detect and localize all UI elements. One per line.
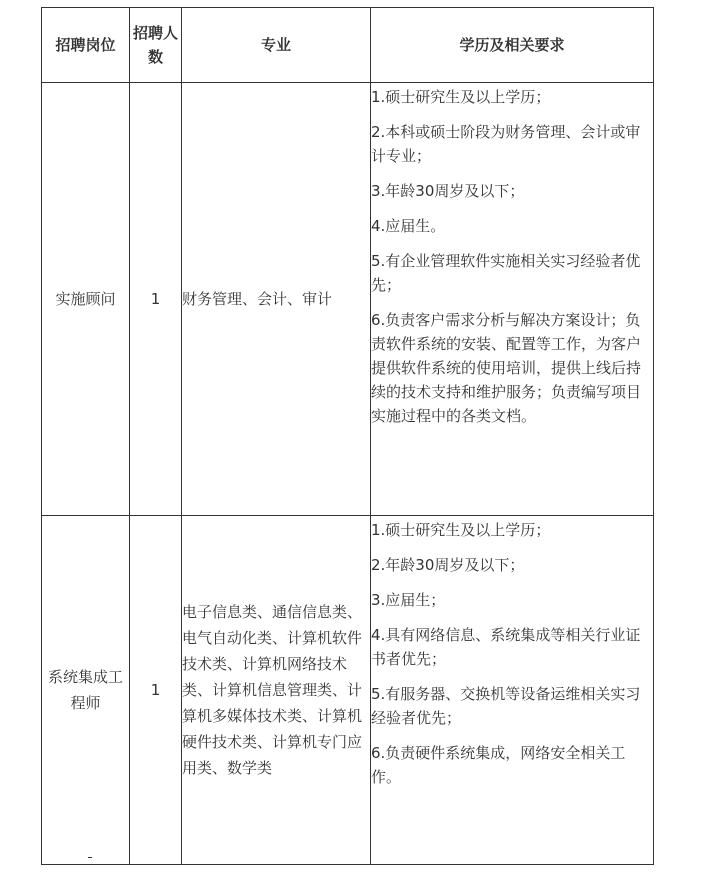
header-count: 招聘人数 — [130, 8, 182, 83]
requirement-item: 1.硕士研究生及以上学历； — [371, 521, 551, 539]
position-cell: 系统集成工程师 — [42, 516, 130, 865]
header-position: 招聘岗位 — [42, 8, 130, 83]
requirement-item: 4.应届生。 — [371, 217, 446, 235]
count-cell: 1 — [130, 516, 182, 865]
requirement-item: 2.年龄30周岁及以下； — [371, 556, 525, 574]
requirement-item: 2.本科或硕士阶段为财务管理、会计或审计专业； — [371, 123, 641, 165]
recruitment-table — [41, 7, 654, 865]
requirement-item: 1.硕士研究生及以上学历； — [371, 88, 551, 106]
table-row — [42, 516, 654, 865]
major-cell: 电子信息类、通信信息类、电气自动化类、计算机软件技术类、计算机网络技术类、计算机信息管理类、计算机多媒体技术类、计算机硬件技术类、计算机专门应用类、数学类 — [182, 516, 371, 865]
requirement-item: 4.具有网络信息、系统集成等相关行业证书者优先； — [371, 626, 641, 668]
requirement-item: 3.应届生； — [371, 591, 446, 609]
header-requirements: 学历及相关要求 — [371, 8, 654, 83]
requirements-cell — [371, 516, 654, 865]
table-header-row — [42, 8, 654, 83]
requirement-item: 3.年龄30周岁及以下； — [371, 182, 525, 200]
requirement-item: 6.负责硬件系统集成，网络安全相关工作。 — [371, 744, 626, 786]
major-cell: 财务管理、会计、审计 — [182, 83, 371, 516]
requirements-cell — [371, 83, 654, 516]
count-cell: 1 — [130, 83, 182, 516]
position-cell: 实施顾问 — [42, 83, 130, 516]
header-major: 专业 — [182, 8, 371, 83]
requirement-item: 5.有服务器、交换机等设备运维相关实习经验者优先； — [371, 685, 641, 727]
requirement-item: 6.负责客户需求分析与解决方案设计；负责软件系统的安装、配置等工作，为客户提供软件系统的使用培训，提供上线后持续的技术支持和维护服务；负责编写项目实施过程中的各类文档。 — [371, 311, 642, 425]
requirement-item: 5.有企业管理软件实施相关实习经验者优先； — [371, 252, 641, 294]
divider — [88, 857, 92, 858]
table-row — [42, 83, 654, 516]
